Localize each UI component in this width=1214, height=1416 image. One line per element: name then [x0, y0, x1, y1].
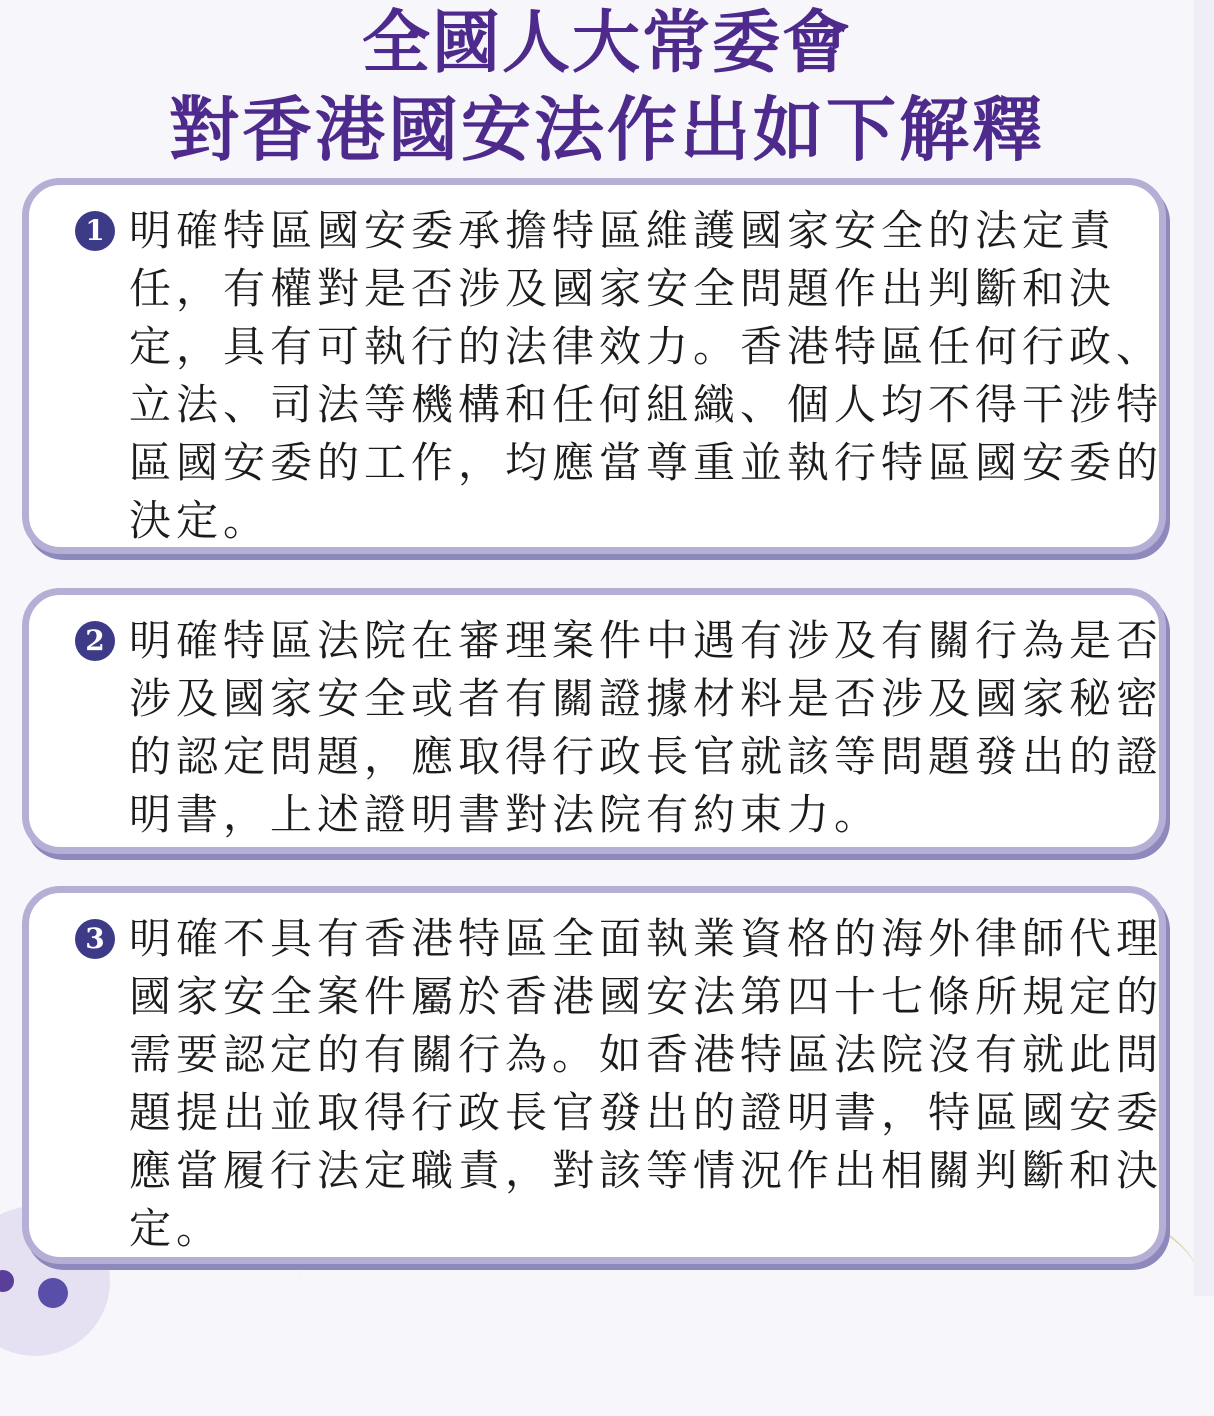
number-badge: 1	[75, 211, 115, 251]
text-line: 應當履行法定職責，對該等情況作出相關判斷和決	[129, 1146, 1164, 1195]
text-line: 明確特區法院在審理案件中遇有涉及有關行為是否	[129, 616, 1164, 665]
interpretation-card-1	[22, 178, 1166, 554]
card-text	[129, 202, 1164, 550]
text-line: 明確特區國安委承擔特區維護國家安全的法定責	[129, 206, 1117, 255]
text-line: 區國安委的工作，均應當尊重並執行特區國安委的	[129, 438, 1164, 487]
right-edge-decoration	[1194, 0, 1214, 1296]
text-line: 國家安全案件屬於香港國安法第四十七條所規定的	[129, 972, 1164, 1021]
interpretation-card-2	[22, 588, 1166, 854]
text-line: 明書，上述證明書對法院有約束力。	[129, 790, 882, 839]
interpretation-card-3	[22, 886, 1166, 1264]
text-line: 任，有權對是否涉及國家安全問題作出判斷和決	[129, 264, 1117, 313]
text-line: 明確不具有香港特區全面執業資格的海外律師代理	[129, 914, 1164, 963]
card-text	[129, 612, 1164, 844]
title-line-1: 全國人大常委會	[361, 4, 852, 83]
text-line: 題提出並取得行政長官發出的證明書，特區國安委	[129, 1088, 1164, 1137]
text-line: 定，具有可執行的法律效力。香港特區任何行政、	[129, 322, 1164, 371]
number-badge: 2	[75, 621, 115, 661]
decorative-dot	[38, 1278, 68, 1308]
text-line: 決定。	[129, 496, 271, 545]
text-line: 需要認定的有關行為。如香港特區法院沒有就此問	[129, 1030, 1164, 1079]
text-line: 立法、司法等機構和任何組織、個人均不得干涉特	[129, 380, 1164, 429]
text-line: 的認定問題，應取得行政長官就該等問題發出的證	[129, 732, 1164, 781]
title-line-2: 對香港國安法作出如下解釋	[169, 89, 1045, 171]
text-line: 涉及國家安全或者有關證據材料是否涉及國家秘密	[129, 674, 1164, 723]
text-line: 定。	[129, 1204, 224, 1253]
card-text	[129, 910, 1164, 1258]
number-badge: 3	[75, 919, 115, 959]
